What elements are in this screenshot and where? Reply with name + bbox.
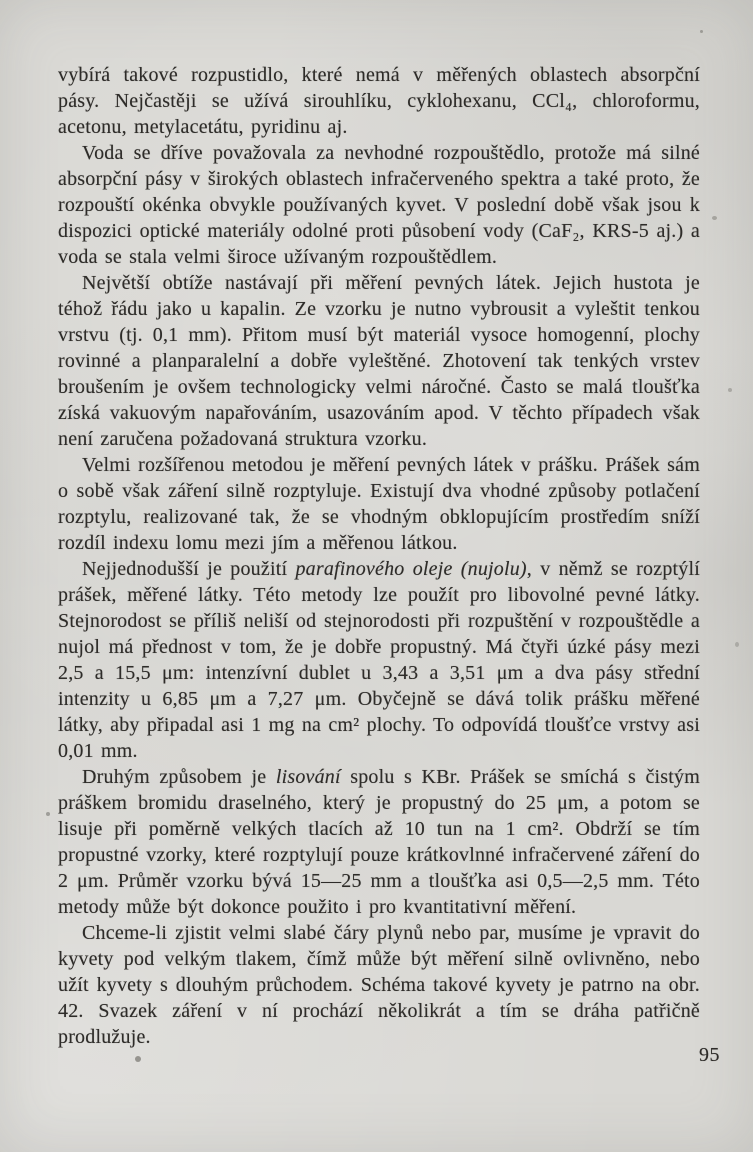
page-number: 95 [699,1044,720,1066]
text-segment: spolu s KBr. Prášek se smíchá s čistým práškem bromidu draselného, který je propustný do 25 μm, a potom se lisuje při poměrně velkých tlacích až 10 tun na 1 cm². Obdrží se tím propustné vzorky, které rozptylují pouze krátkovlnné infračervené záření do 2 μm. Průměr vzorku bývá 15—25 mm a tloušťka asi 0,5—2,5 mm. Této metody může být dokonce použito i pro kvantitativní měření. [58,766,700,918]
paper-speckle [135,1056,141,1062]
paper-speckle [728,388,732,392]
paragraph [58,920,700,1050]
paper-speckle [735,642,739,647]
paragraph [58,452,700,556]
italic-text-segment: lisování [275,766,341,788]
text-segment: Voda se dříve považovala za nevhodné rozpouštědlo, protože má silné absorpční pásy v širokých oblastech infračerveného spektra a také proto, že rozpouští okénka obvykle používaných kyvet. V poslední době však jsou k dispozici optické materiály odolné proti působení vody (CaF₂, KRS-5 aj.) a voda se stala velmi široce užívaným rozpouštědlem. [58,142,700,268]
paper-speckle [712,216,717,220]
paragraph [58,62,700,140]
paragraph [58,556,700,764]
text-segment: , v němž se rozptýlí prášek, měřené látky. Této metody lze použít pro libovolné pevné látky. Stejnorodost se příliš neliší od stejnorodosti při rozpuštění v rozpouštědle a nujol má přednost v tom, že je dobře propustný. Má čtyři úzké pásy mezi 2,5 a 15,5 μm: intenzívní dublet u 3,43 a 3,51 μm a dva pásy střední intenzity u 6,85 μm a 7,27 μm. Obyčejně se dává tolik prášku měřené látky, aby připadal asi 1 mg na cm² plochy. To odpovídá tloušťce vrstvy asi 0,01 mm. [58,558,700,762]
paragraph [58,140,700,270]
page-text [58,62,700,1050]
text-segment: Největší obtíže nastávají při měření pevných látek. Jejich hustota je téhož řádu jako u kapalin. Ze vzorku je nutno vybrousit a vyleštit tenkou vrstvu (tj. 0,1 mm). Přitom musí být materiál vysoce homogenní, plochy rovinné a planparalelní a dobře vyleštěné. Zhotovení tak tenkých vrstev broušením je ovšem technologicky velmi náročné. Často se malá tloušťka získá vakuovým napařováním, usazováním apod. V těchto případech však není zaručena požadovaná struktura vzorku. [58,272,700,450]
italic-text-segment: parafinového oleje (nujolu) [295,558,527,580]
paper-speckle [700,30,703,33]
text-segment: vybírá takové rozpustidlo, které nemá v měřených oblastech absorpční pásy. Nejčastěji se užívá sirouhlíku, cyklohexanu, CCl₄, chloroformu, acetonu, metylacetátu, pyridinu aj. [58,64,700,138]
paper-speckle [46,812,50,816]
text-segment: Nejjednodušší je použití [82,558,296,580]
text-segment: Velmi rozšířenou metodou je měření pevných látek v prášku. Prášek sám o sobě však záření silně rozptyluje. Existují dva vhodné způsoby potlačení rozptylu, realizované tak, že se vhodným obklopujícím prostředím sníží rozdíl indexu lomu mezi jím a měřenou látkou. [58,454,700,554]
text-segment: Druhým způsobem je [82,766,276,788]
paragraph [58,764,700,920]
text-segment: Chceme-li zjistit velmi slabé čáry plynů nebo par, musíme je vpravit do kyvety pod velkým tlakem, čímž může být měření silně ovlivněno, nebo užít kyvety s dlouhým průchodem. Schéma takové kyvety je patrno na obr. 42. Svazek záření v ní prochází několikrát a tím se dráha patřičně prodlužuje. [58,922,700,1048]
paragraph [58,270,700,452]
